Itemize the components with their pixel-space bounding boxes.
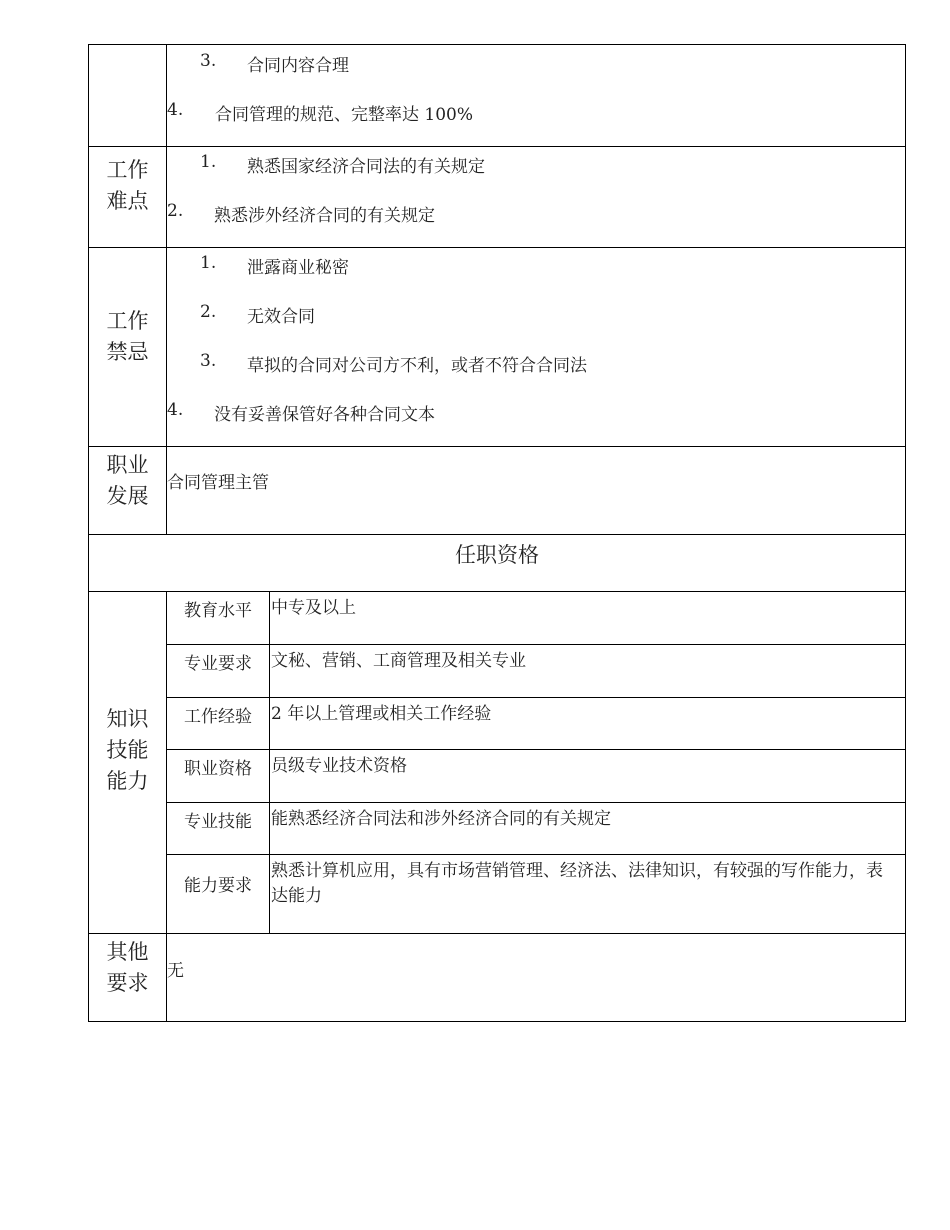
knowledge-item xyxy=(167,644,905,697)
knowledge-item xyxy=(167,592,905,644)
list-item xyxy=(200,152,485,177)
standards-label-cell xyxy=(89,45,167,146)
item-text: 没有妥善保管好各种合同文本 xyxy=(214,405,435,425)
section-title: 任职资格 xyxy=(455,543,539,567)
knowledge-item-value: 员级专业技术资格 xyxy=(271,756,407,776)
item-text: 泄露商业秘密 xyxy=(247,258,349,278)
knowledge-item-label: 职业资格 xyxy=(167,750,270,802)
other-label xyxy=(89,934,167,1021)
knowledge-item xyxy=(167,697,905,749)
standards-row xyxy=(88,44,906,146)
knowledge-item-value: 文秘、营销、工商管理及相关专业 xyxy=(271,651,526,671)
item-number: 1. xyxy=(200,152,217,172)
list-item xyxy=(200,253,349,278)
item-text: 熟悉国家经济合同法的有关规定 xyxy=(247,157,485,177)
knowledge-item-label: 工作经验 xyxy=(167,698,270,749)
knowledge-item-label: 教育水平 xyxy=(167,592,270,644)
row-label: 职业发展 xyxy=(106,453,149,508)
row-label: 工作难点 xyxy=(106,158,149,213)
item-text: 草拟的合同对公司方不利，或者不符合合同法 xyxy=(247,356,587,376)
item-text: 熟悉涉外经济合同的有关规定 xyxy=(214,206,435,226)
knowledge-item-value: 2 年以上管理或相关工作经验 xyxy=(271,704,492,724)
prohibitions-label xyxy=(89,248,167,446)
list-item xyxy=(200,302,315,327)
difficulties-content xyxy=(167,147,905,247)
item-number: 2. xyxy=(167,201,184,221)
item-text: 无效合同 xyxy=(247,307,315,327)
standards-content xyxy=(167,45,905,146)
knowledge-item xyxy=(167,854,905,934)
knowledge-row xyxy=(88,591,906,933)
prohibitions-content xyxy=(167,248,905,446)
item-text: 合同内容合理 xyxy=(247,56,349,76)
career-content xyxy=(167,447,905,534)
other-content xyxy=(167,934,905,1021)
knowledge-label xyxy=(89,592,167,933)
other-row xyxy=(88,933,906,1022)
knowledge-content xyxy=(167,592,905,933)
career-label xyxy=(89,447,167,534)
difficulties-label xyxy=(89,147,167,247)
item-number: 4. xyxy=(167,100,184,120)
list-item xyxy=(200,351,587,376)
knowledge-item-value: 能熟悉经济合同法和涉外经济合同的有关规定 xyxy=(271,809,611,829)
career-row xyxy=(88,446,906,534)
list-item xyxy=(200,51,349,76)
job-description-table xyxy=(88,44,906,1022)
list-item xyxy=(167,100,473,125)
row-label: 工作禁忌 xyxy=(106,309,149,364)
list-item xyxy=(167,201,435,226)
knowledge-item xyxy=(167,802,905,854)
knowledge-item-value: 中专及以上 xyxy=(271,598,356,618)
list-item xyxy=(167,400,435,425)
item-number: 1. xyxy=(200,253,217,273)
row-label: 知识技能能力 xyxy=(106,707,149,793)
difficulties-row xyxy=(88,146,906,247)
knowledge-item xyxy=(167,749,905,802)
knowledge-item-label: 专业技能 xyxy=(167,803,270,854)
career-text: 合同管理主管 xyxy=(167,473,269,493)
knowledge-item-label: 能力要求 xyxy=(167,855,270,934)
item-number: 3. xyxy=(200,51,217,71)
other-text: 无 xyxy=(167,961,184,981)
knowledge-item-label: 专业要求 xyxy=(167,645,270,697)
item-text: 合同管理的规范、完整率达 100% xyxy=(215,105,474,125)
knowledge-item-value: 熟悉计算机应用，具有市场营销管理、经济法、法律知识，有较强的写作能力，表达能力 xyxy=(271,861,883,906)
qualifications-title-row xyxy=(88,534,906,591)
prohibitions-row xyxy=(88,247,906,446)
row-label: 其他要求 xyxy=(106,940,149,995)
item-number: 2. xyxy=(200,302,217,322)
item-number: 4. xyxy=(167,400,184,420)
item-number: 3. xyxy=(200,351,217,371)
